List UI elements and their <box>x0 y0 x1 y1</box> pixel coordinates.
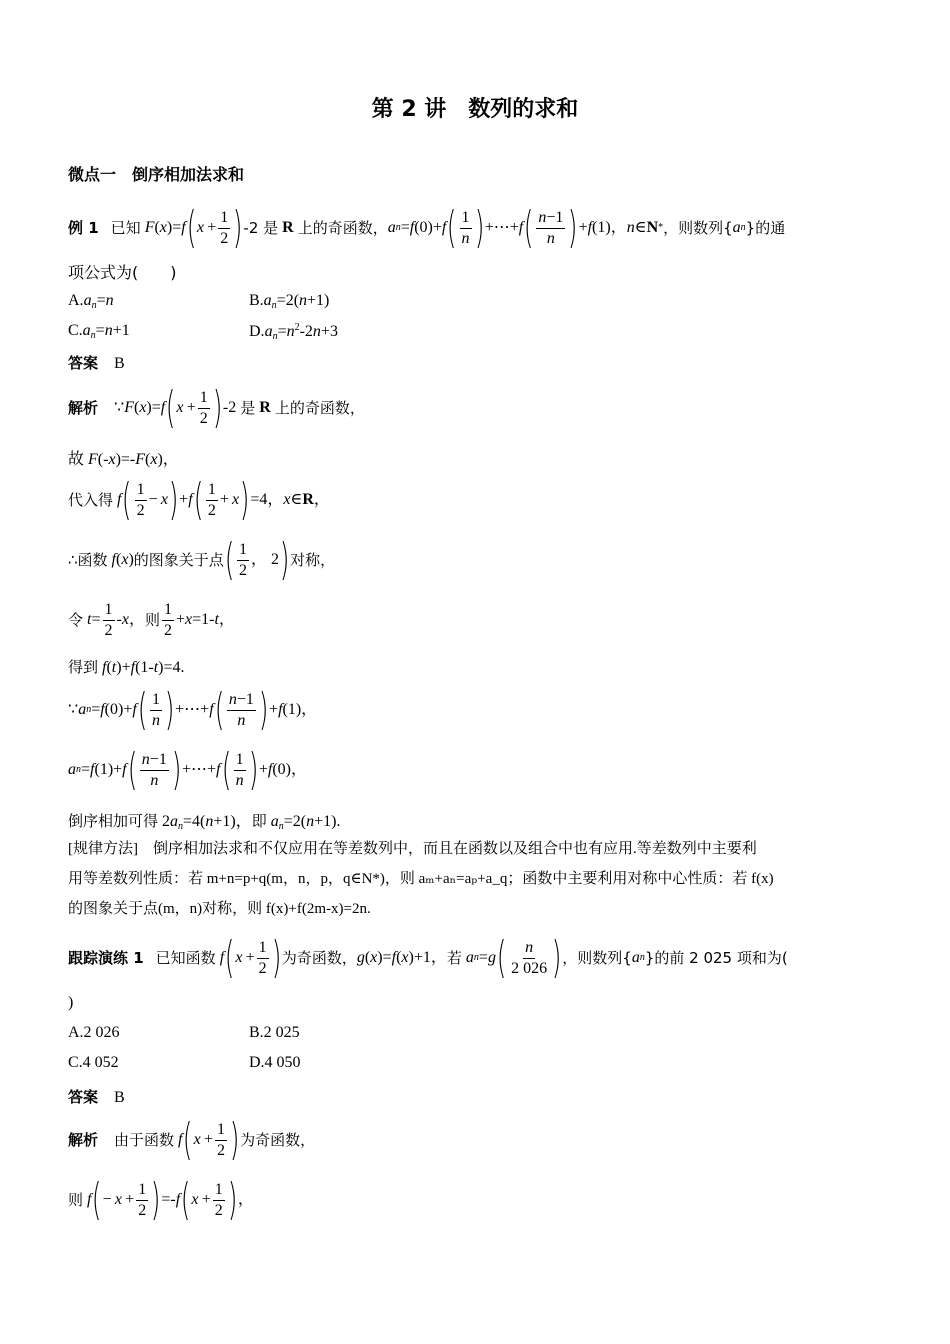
section-heading: 微点一 倒序相加法求和 <box>68 165 245 184</box>
exercise-1-statement-cont: ) <box>68 994 74 1011</box>
exercise-option-d: D.4 050 <box>249 1054 301 1071</box>
exercise-option-a: A.2 026 <box>68 1024 120 1041</box>
example-1-statement-cont: 项公式为( ) <box>68 263 177 282</box>
analysis-line-1: 解析 ∵ F ( x )= f ( x + $\frac{1}{2}$ ) -2 是 R 上的奇函数， <box>68 382 365 433</box>
exercise-answer-value: B <box>114 1089 125 1106</box>
exercise-analysis-line-2: 则 f ( − x + $\frac{1}{2}$ ) =- f ( x + $\frac{1}{2}$ ) ， <box>68 1174 254 1225</box>
analysis-line-3: 代入得 f ( $\frac{1}{2}$ − x ) + f ( $\frac{1}{2}$ + x ) =4， x ∈ R ， <box>68 474 330 525</box>
option-d: $D.a_n=n^2-2n+3$ <box>249 322 338 342</box>
option-b: $B.a_n=2(n+1)$ <box>249 292 330 311</box>
page-title: 第 2 讲 数列的求和 <box>371 97 579 122</box>
exercise-label: 跟踪演练 1 <box>68 948 144 967</box>
answer-value: B <box>114 355 125 372</box>
analysis-line-8: a n = f (1)+ f ( $\frac{n-1}{n}$ ) +⋯+ f ( $\frac{1}{n}$ ) + f (0)， <box>68 744 307 795</box>
exercise-1-statement: 跟踪演练 1 已知函数 f ( x + $\frac{1}{2}$ ) 为奇函数， g ( x )= f ( x )+1， 若 a n = g ( $\frac{n}{2 026}$ ) ，则数列{ a n }的前 2 025 项和为( <box>68 932 788 983</box>
answer-line: 答案 B <box>68 354 125 372</box>
option-a: $A.a_n=n$ <box>68 292 114 311</box>
example-1-statement: 例 1 已知 F ( x )= f ( x + $\frac{1}{2}$ ) -2 是 R 上的奇函数， a n = f (0)+ f ( $\frac{1}{n}$ ) +⋯+ f ( $\frac{n-1}{n}$ ) + f (1)， n ∈ N * ，则数列{ a n }的通 <box>68 202 786 253</box>
example-label: 例 1 <box>68 218 99 237</box>
exercise-analysis-line-1: 解析 由于函数 f ( x + $\frac{1}{2}$ ) 为奇函数， <box>68 1114 316 1165</box>
analysis-line-2: 故 F(-x)=-F(x)， <box>68 451 179 468</box>
analysis-line-9: 倒序相加可得 $2a_n=4(n+1)$，即 $a_n=2(n+1)$. <box>68 812 341 832</box>
exercise-option-b: B.2 025 <box>249 1024 300 1041</box>
analysis-line-5: 令 t = $\frac{1}{2}$ - x ， 则 $\frac{1}{2}$ + x =1- t ， <box>68 600 235 639</box>
exercise-option-c: C.4 052 <box>68 1054 119 1071</box>
option-c: $C.a_n=n+1$ <box>68 322 130 341</box>
rule-method-note: [规律方法] 倒序相加法求和不仅应用在等差数列中，而且在函数以及组合中也有应用.等差数列中主要利 用等差数列性质：若 m+n=p+q(m，n，p，q∈N*)，则 aₘ+aₙ=aₚ+a_q；函数中主要利用对称中心性质：若 f(x) 的图象关于点(m，n)对称，则 f(x)+f(2m-x)=2n. <box>68 841 774 917</box>
exercise-answer-line: 答案 B <box>68 1088 125 1106</box>
analysis-line-7: ∵ a n = f (0)+ f ( $\frac{1}{n}$ ) +⋯+ f ( $\frac{n-1}{n}$ ) + f (1)， <box>68 684 318 735</box>
analysis-line-4: ∴函数 f ( x ) 的图象关于点 ( $\frac{1}{2}$ ， 2 ) 对称， <box>68 534 336 585</box>
analysis-line-6: 得到 f(t)+f(1-t)=4. <box>68 658 185 676</box>
